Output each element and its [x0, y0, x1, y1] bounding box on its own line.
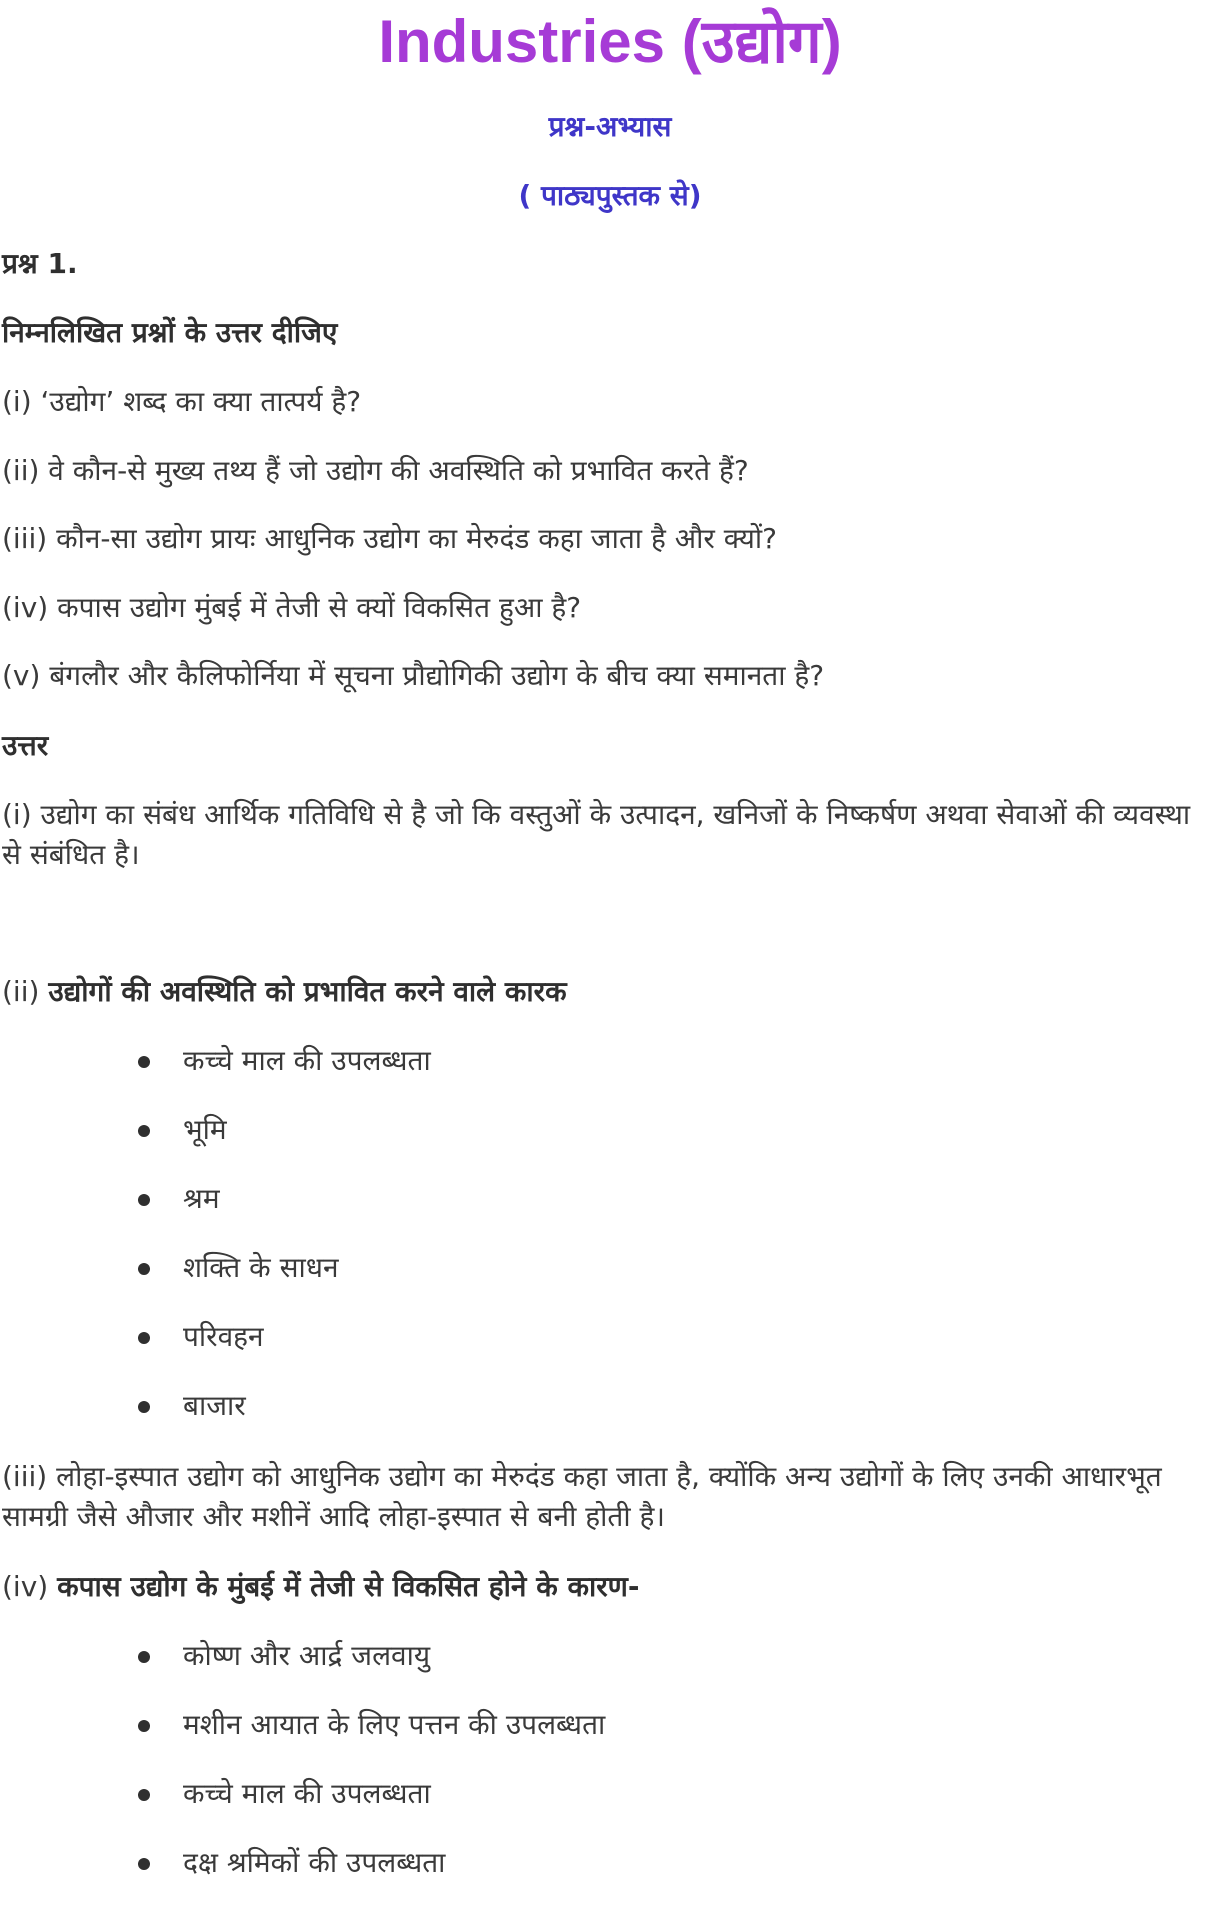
- bullet-icon: [138, 1056, 150, 1068]
- answer-1: (i) उद्योग का संबंध आर्थिक गतिविधि से है जो कि वस्तुओं के उत्पादन, खनिजों के निष्कर्षण अथवा सेवाओं की व्यवस्था से संबंधित है।: [2, 798, 1191, 871]
- bullet-icon: [138, 1651, 150, 1663]
- question-label: प्रश्न 1.: [2, 247, 78, 280]
- list-item: श्रम: [0, 1179, 1100, 1248]
- bullet-icon: [138, 1789, 150, 1801]
- answer-label: उत्तर: [2, 729, 49, 762]
- answer-2-title: उद्योगों की अवस्थिति को प्रभावित करने वाले कारक: [48, 975, 567, 1008]
- source-note: ( पाठ्यपुस्तक से): [518, 179, 702, 212]
- bullet-icon: [138, 1194, 150, 1206]
- question-item: (iv) कपास उद्योग मुंबई में तेजी से क्यों विकसित हुआ है?: [2, 591, 582, 624]
- list-item: बाजार: [0, 1386, 1100, 1455]
- list-item: भूमि: [0, 1110, 1100, 1179]
- page-title: Industries (उद्योग): [378, 8, 842, 75]
- bullet-icon: [138, 1332, 150, 1344]
- list-item: कच्चे माल की उपलब्धता: [0, 1774, 1100, 1843]
- answer-2-prefix: (ii): [2, 975, 49, 1008]
- answer-4-title: कपास उद्योग के मुंबई में तेजी से विकसित होने के कारण-: [57, 1570, 640, 1603]
- bullet-icon: [138, 1125, 150, 1137]
- list-item: मशीन आयात के लिए पत्तन की उपलब्धता: [0, 1705, 1100, 1774]
- answer-3: (iii) लोहा-इस्पात उद्योग को आधुनिक उद्योग का मेरुदंड कहा जाता है, क्योंकि अन्य उद्योगों के लिए उनकी आधारभूत सामग्री जैसे औजार और मशीनें आदि लोहा-इस्पात से बनी होती है।: [2, 1460, 1162, 1533]
- answer-4-list: [0, 1636, 1100, 1912]
- answer-4-prefix: (iv): [2, 1570, 58, 1603]
- answer-2-list: [0, 1041, 1100, 1455]
- list-item: कच्चे माल की उपलब्धता: [0, 1041, 1100, 1110]
- bullet-icon: [138, 1720, 150, 1732]
- answer-2-heading: [2, 972, 1216, 1012]
- answer-4-heading: [2, 1567, 1216, 1607]
- list-item: दक्ष श्रमिकों की उपलब्धता: [0, 1843, 1100, 1912]
- question-item: (iii) कौन-सा उद्योग प्रायः आधुनिक उद्योग का मेरुदंड कहा जाता है और क्यों?: [2, 522, 778, 555]
- bullet-icon: [138, 1401, 150, 1413]
- list-item: परिवहन: [0, 1317, 1100, 1386]
- bullet-icon: [138, 1858, 150, 1870]
- exercise-heading: प्रश्न-अभ्यास: [548, 110, 672, 143]
- list-item: शक्ति के साधन: [0, 1248, 1100, 1317]
- question-item: (i) ‘उद्योग’ शब्द का क्या तात्पर्य है?: [2, 385, 362, 418]
- question-item: (v) बंगलौर और कैलिफोर्निया में सूचना प्रौद्योगिकी उद्योग के बीच क्या समानता है?: [2, 659, 825, 692]
- list-item: कोष्ण और आर्द्र जलवायु: [0, 1636, 1100, 1705]
- question-item: (ii) वे कौन-से मुख्य तथ्य हैं जो उद्योग की अवस्थिति को प्रभावित करते हैं?: [2, 454, 749, 487]
- bullet-icon: [138, 1263, 150, 1275]
- instruction: निम्नलिखित प्रश्नों के उत्तर दीजिए: [2, 316, 338, 349]
